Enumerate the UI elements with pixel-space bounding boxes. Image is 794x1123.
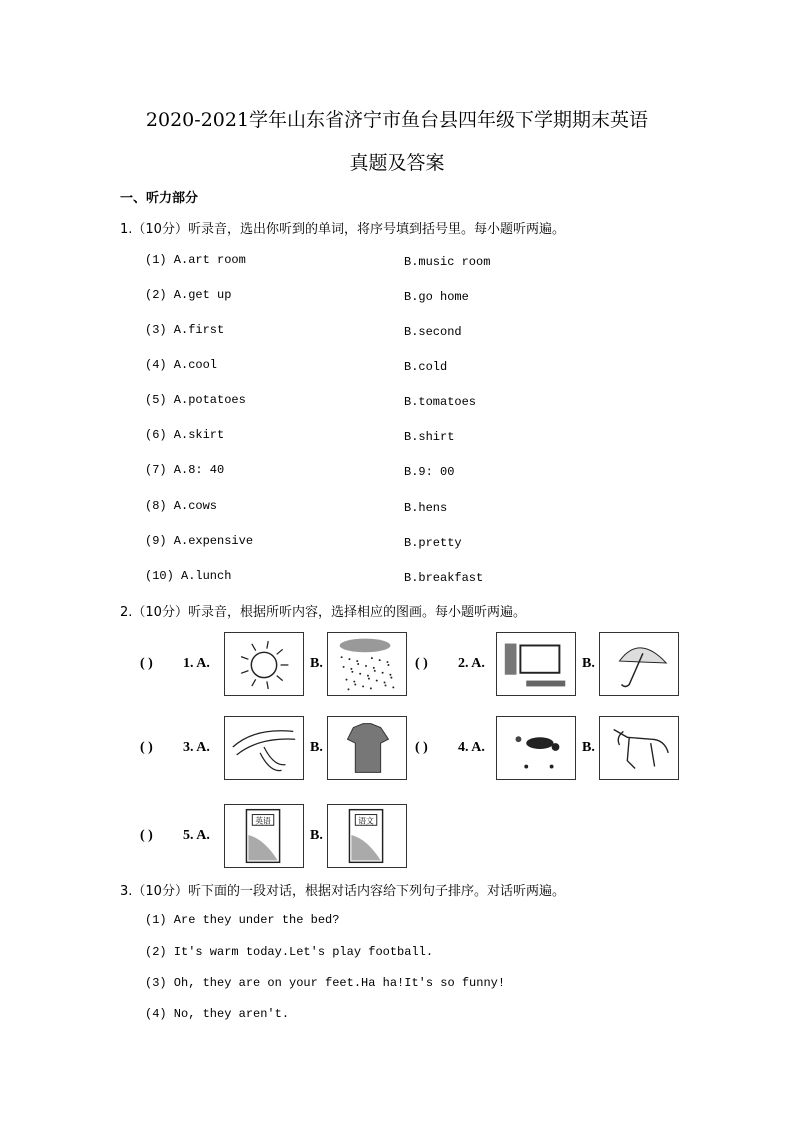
svg-text:语文: 语文 [358,816,374,826]
picture-horse [599,716,679,780]
picture-chinese-book [327,804,407,868]
q1-option-a: (10) A.lunch [145,569,232,583]
q1-option-a: (4) A.cool [145,358,218,372]
picture-english-book [224,804,304,868]
q3-prompt: 3.（10分）听下面的一段对话，根据对话内容给下列句子排序。对话听两遍。 [120,884,565,899]
q1-option-a: (9) A.expensive [145,534,254,548]
answer-blank: ( ) [140,740,153,755]
q1-option-b: B.music room [404,255,491,269]
svg-text:英语: 英语 [255,816,271,826]
picture-shirt [327,716,407,780]
q2-option-b-label: B. [582,656,595,671]
q1-option-b: B.breakfast [404,571,484,585]
q2-prompt: 2.（10分）听录音，根据所听内容，选择相应的图画。每小题听两遍。 [120,605,526,620]
q2-option-b-label: B. [310,656,323,671]
answer-blank: ( ) [140,828,153,843]
q1-option-a: (8) A.cows [145,499,218,513]
q3-sentence: (3) Oh, they are on your feet.Ha ha!It's so funny! [145,976,506,990]
title-line-2: 真题及答案 [349,152,445,174]
q1-prompt: 1.（10分）听录音，选出你听到的单词，将序号填到括号里。每小题听两遍。 [120,222,565,237]
picture-computer [496,632,576,696]
q2-option-b-label: B. [582,740,595,755]
q1-option-a: (1) A.art room [145,253,246,267]
q1-option-b: B.shirt [404,430,455,444]
q2-item-label: 4. A. [458,740,485,755]
q1-option-b: B.second [404,325,462,339]
picture-cow [496,716,576,780]
q3-sentence: (2) It's warm today.Let's play football. [145,945,434,959]
section-heading: 一、听力部分 [120,191,199,206]
picture-umbrella [599,632,679,696]
q1-option-a: (7) A.8: 40 [145,463,225,477]
q1-option-a: (2) A.get up [145,288,232,302]
q2-option-b-label: B. [310,740,323,755]
q1-option-b: B.go home [404,290,469,304]
picture-sun [224,632,304,696]
q2-item-label: 3. A. [183,740,210,755]
q1-option-a: (6) A.skirt [145,428,225,442]
answer-blank: ( ) [415,656,428,671]
q2-item-label: 1. A. [183,656,210,671]
q1-option-b: B.cold [404,360,448,374]
q1-option-a: (3) A.first [145,323,225,337]
q3-sentence: (4) No, they aren't. [145,1007,290,1021]
q1-option-b: B.9: 00 [404,465,455,479]
answer-blank: ( ) [415,740,428,755]
q1-option-b: B.pretty [404,536,462,550]
q2-option-b-label: B. [310,828,323,843]
q3-sentence: (1) Are they under the bed? [145,913,340,927]
title-line-1: 2020-2021学年山东省济宁市鱼台县四年级下学期期末英语 [145,109,649,131]
q1-option-b: B.hens [404,501,448,515]
picture-scarf [224,716,304,780]
answer-blank: ( ) [140,656,153,671]
q1-option-b: B.tomatoes [404,395,477,409]
q2-item-label: 2. A. [458,656,485,671]
q2-item-label: 5. A. [183,828,210,843]
picture-rain [327,632,407,696]
q1-option-a: (5) A.potatoes [145,393,246,407]
